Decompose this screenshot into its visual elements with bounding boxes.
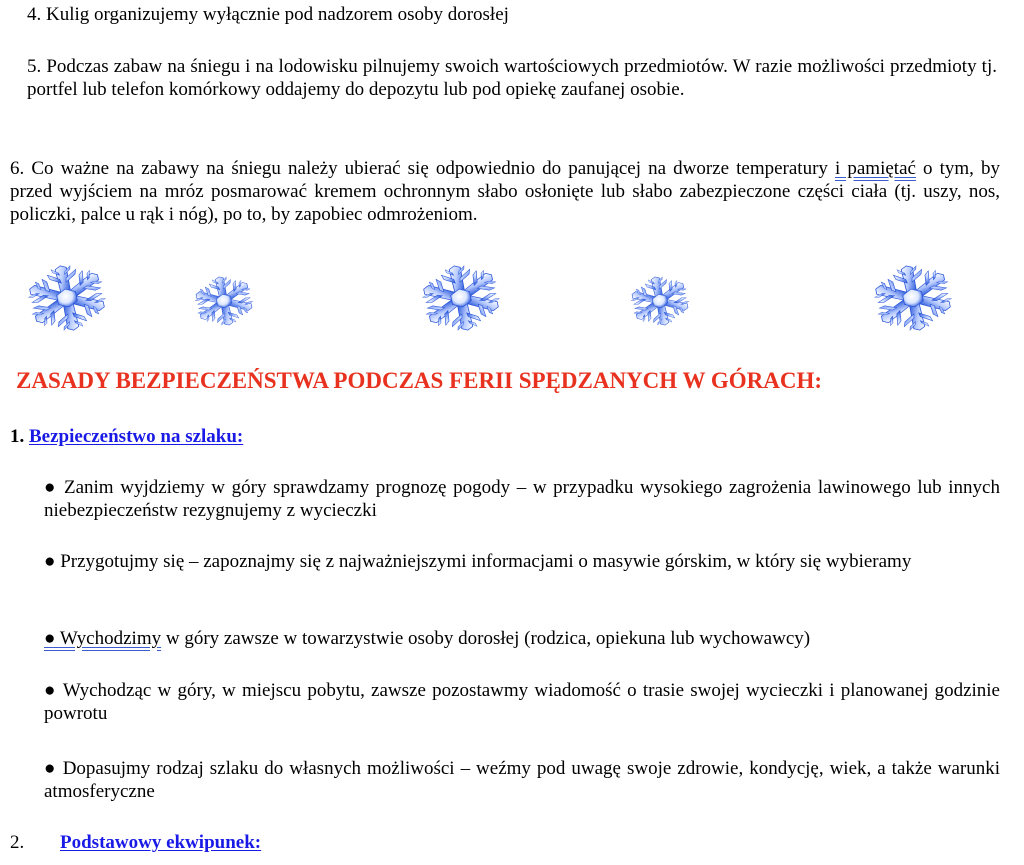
snowflake-icon (619, 268, 701, 334)
bullet-item (44, 627, 1000, 650)
section-1-link[interactable]: Bezpieczeństwo na szlaku: (29, 426, 244, 447)
snowflake-icon (406, 254, 516, 342)
spellcheck-marked-text: i pamiętać (835, 158, 916, 179)
snowflake-icon (183, 268, 265, 334)
section-2-number: 2. (10, 832, 25, 853)
section-heading: ZASADY BEZPIECZEŃSTWA PODCZAS FERII SPĘDZANYCH W GÓRACH: (16, 368, 822, 393)
bullet-item: ● Wychodząc w góry, w miejscu pobytu, zawsze pozostawmy wiadomość o trasie swojej wycieczki i planowanej godzinie powrotu (44, 680, 1000, 724)
section-1-number: 1. (10, 426, 25, 447)
snowflake-row (0, 250, 1024, 340)
spellcheck-marked-text: ● Wychodzimy (44, 628, 162, 649)
paragraph-4: 4. Kulig organizujemy wyłącznie pod nadzorem osoby dorosłej (27, 4, 509, 25)
bullet-item: ● Dopasujmy rodzaj szlaku do własnych możliwości – weźmy pod uwagę swoje zdrowie, kondycję, wiek, a także warunki atmosferyczne (44, 758, 1000, 802)
section-2-link[interactable]: Podstawowy ekwipunek: (60, 832, 262, 853)
bullet-item: ● Przygotujmy się – zapoznajmy się z najważniejszymi informacjami o masywie górskim, w który się wybieramy (44, 551, 912, 572)
snowflake-icon (12, 254, 122, 342)
paragraph-6-text-end: o tym, by przed wyjściem na mróz posmarować kremem ochronnym słabo osłonięte lub słabo zabezpieczone części ciała (tj. uszy, nos, policzki, palce u rąk i nóg), po to, by zapobiec odmrożeniom. (10, 158, 1000, 225)
paragraph-5: 5. Podczas zabaw na śniegu i na lodowisku pilnujemy swoich wartościowych przedmiotów. W razie możliwości przedmioty tj. portfel lub telefon komórkowy oddajemy do depozytu lub pod opiekę zaufanej osobie. (27, 56, 997, 100)
section-1-heading (10, 425, 243, 448)
bullet-item: ● Zanim wyjdziemy w góry sprawdzamy prognozę pogody – w przypadku wysokiego zagrożenia lawinowego lub innych niebezpieczeństw rezygnujemy z wycieczki (44, 477, 1000, 521)
bullet-item-text: w góry zawsze w towarzystwie osoby dorosłej (rodzica, opiekuna lub wychowawcy) (161, 628, 811, 649)
section-2-heading (10, 831, 261, 854)
paragraph-6 (10, 157, 1000, 226)
paragraph-6-text-start: 6. Co ważne na zabawy na śniegu należy ubierać się odpowiednio do panującej na dworze temperatury (10, 158, 835, 179)
snowflake-icon (858, 254, 968, 342)
